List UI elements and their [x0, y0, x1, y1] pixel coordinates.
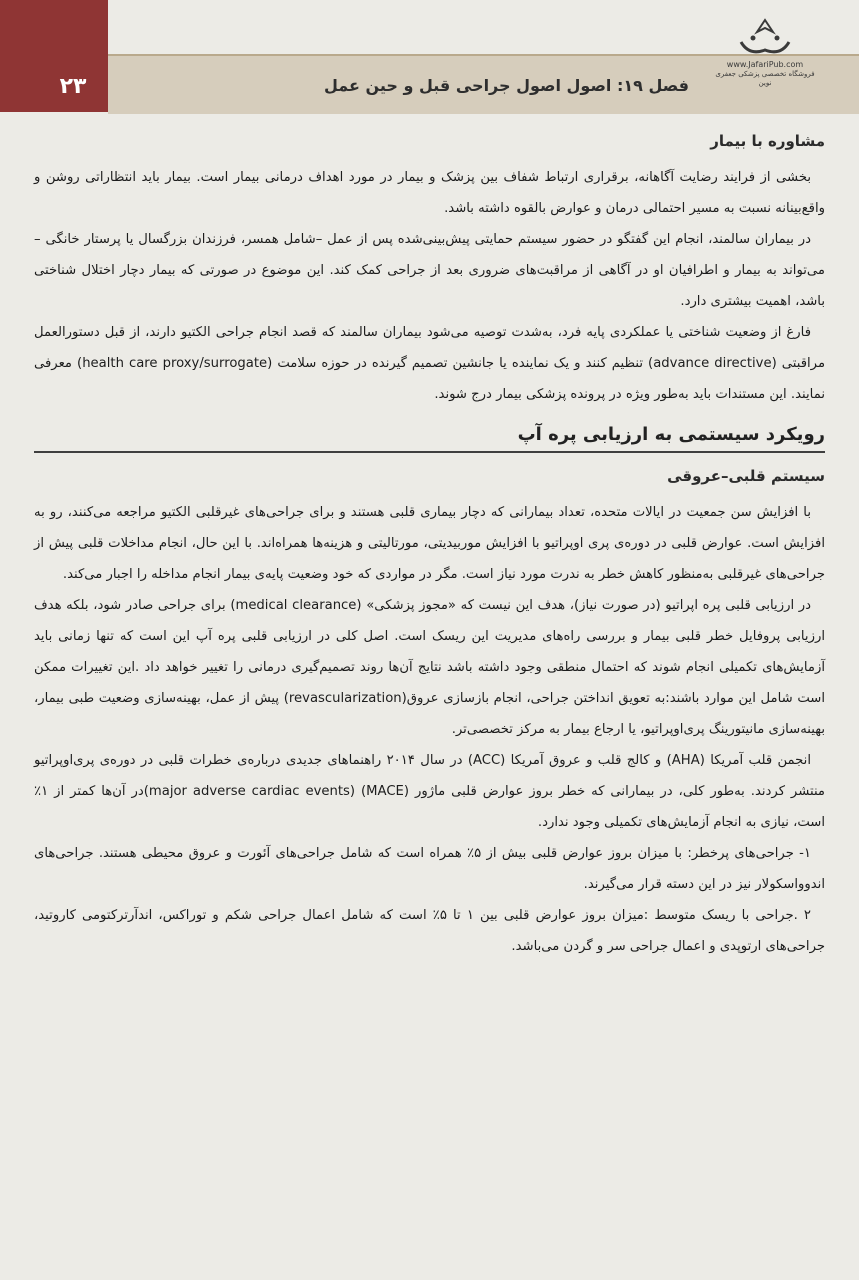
logo-url: www.JafariPub.com — [726, 60, 804, 69]
text-run: برای جراحی صادر شود، بلکه هدف ارزیابی پروفایل خطر قلبی بیمار و بررسی راه‌های مدیریت این ریسک است. اصل کلی در ارزیابی قلبی پره آپ این است که تنها زمانی باید آزمایش‌های تکمیلی انجام شوند که احتمال منطقی وجود داشته باشد نتایج آن‌ها روند تصمیم‌گیری درمانی را تغییر خواهد داد .این تغییرات ممکن است شامل این موارد باشند:به تعویق انداختن جراحی، انجام بازسازی عروق — [34, 598, 825, 706]
counseling-heading: مشاوره با بیمار — [710, 132, 825, 150]
english-term: (medical clearance) — [230, 598, 362, 613]
text-run: انجمن قلب آمریکا — [704, 753, 811, 768]
page-number: ۲۳ — [59, 74, 87, 99]
chapter-title: فصل ۱۹: اصول اصول جراحی قبل و حین عمل — [323, 76, 689, 95]
english-term: (ACC) — [467, 753, 506, 768]
text-run: در سال ۲۰۱۴ راهنماهای جدیدی درباره‌ی خطرات قلبی در دوره‌ی پری‌اوپراتیو منتشر کردند. به‌طور کلی، در بیمارانی که خطر بروز عوارض قلبی ماژور — [34, 753, 825, 799]
english-term: (revascularization) — [283, 691, 407, 706]
systemic-heading: رویکرد سیستمی به ارزیابی پره آپ — [34, 424, 825, 453]
logo-caption: فروشگاه تخصصی پزشکی جعفری نوین — [715, 70, 815, 87]
text-run: معرفی نمایند. این مستندات باید به‌طور ویژه در پرونده پزشکی بیمار درج شوند. — [34, 356, 825, 402]
risk-list-item-1: ۱- جراحی‌های پرخطر: با میزان بروز عوارض قلبی بیش از ۵٪ همراه است که شامل جراحی‌های آئورت و عروق محیطی هستند. جراحی‌های اندوواسکولار نیز در این دسته قرار می‌گیرند. — [34, 846, 825, 892]
text-run: پیش از عمل، بهینه‌سازی وضعیت طبی بیمار، بهینه‌سازی مانیتورینگ پری‌اوپراتیو، یا ارجاع بیمار به مرکز تخصصی‌تر. — [34, 691, 825, 737]
publisher-logo — [715, 16, 815, 96]
logo-mark-icon — [735, 16, 795, 60]
text-run: و کالج قلب و عروق آمریکا — [505, 753, 667, 768]
cardio-paragraph-2 — [34, 590, 825, 745]
text-run: در آن‌ها کمتر از ۱٪ است، نیازی به انجام آزمایش‌های تکمیلی وجود ندارد. — [34, 784, 825, 830]
text-run: فارغ از وضعیت شناختی یا عملکردی پایه فرد، به‌شدت توصیه می‌شود بیماران سالمند که قصد انجام جراحی الکتیو دارند، از قبل دستورالعمل مراقبتی — [34, 325, 826, 371]
counseling-paragraph-1: بخشی از فرایند رضایت آگاهانه، برقراری ارتباط شفاف بین پزشک و بیمار در مورد اهداف درمانی بیمار است. بیمار باید انتظاراتی روشن و واقع‌بینانه نسبت به مسیر احتمالی درمان و عوارض بالقوه داشته باشد. — [34, 170, 825, 216]
cardio-paragraph-1: با افزایش سن جمعیت در ایالات متحده، تعداد بیمارانی که دچار بیماری قلبی هستند و برای جراحی‌های غیرقلبی الکتیو مراجعه می‌کنند، رو به افزایش است. عوارض قلبی در دوره‌ی پری اوپراتیو با افزایش موربیدیتی، مورتالیتی و هزینه‌ها همراه‌اند. با این حال، انجام مداخلات قلبی پیش از جراحی‌های غیرقلبی به‌منظور کاهش خطر به ندرت مورد نیاز است. مگر در مواردی که خود وضعیت پایه‌ی بیمار انجام مداخله را اجبار می‌کند. — [34, 505, 825, 582]
cardio-subheading: سیستم قلبی–عروقی — [667, 467, 825, 485]
english-term: (AHA) — [666, 753, 705, 768]
text-run: تنظیم کنند و یک نماینده یا جانشین تصمیم گیرنده در حوزه سلامت — [272, 356, 649, 371]
english-term: (major adverse cardiac events) — [143, 784, 356, 799]
english-term: (MACE) — [361, 784, 410, 799]
counseling-paragraph-2: در بیماران سالمند، انجام این گفتگو در حضور سیستم حمایتی پیش‌بینی‌شده پس از عمل –شامل همسر، فرزندان بزرگسال یا پرستار خانگی –می‌تواند به بیمار و اطرافیان او در آگاهی از مراقبت‌های ضروری بعد از جراحی کمک کند. این موضوع در صورتی که بیمار دچار اختلال شناختی باشد، اهمیت بیشتری دارد. — [34, 232, 825, 309]
text-run: در ارزیابی قلبی پره اپراتیو (در صورت نیاز)، هدف این نیست که «مجوز پزشکی» — [361, 598, 811, 613]
cardio-paragraph-3 — [34, 745, 825, 838]
english-term: (advance directive) — [648, 356, 777, 371]
english-term: (health care proxy/surrogate) — [77, 356, 273, 371]
counseling-paragraph-3 — [34, 317, 825, 410]
page-content — [34, 132, 825, 962]
risk-list-item-2: ۲ .جراحی با ریسک متوسط :میزان بروز عوارض قلبی بین ۱ تا ۵٪ است که شامل اعمال جراحی شکم و توراکس، اندآرترکتومی کاروتید، جراحی‌های ارتوپدی و اعمال جراحی سر و گردن می‌باشد. — [34, 908, 825, 954]
